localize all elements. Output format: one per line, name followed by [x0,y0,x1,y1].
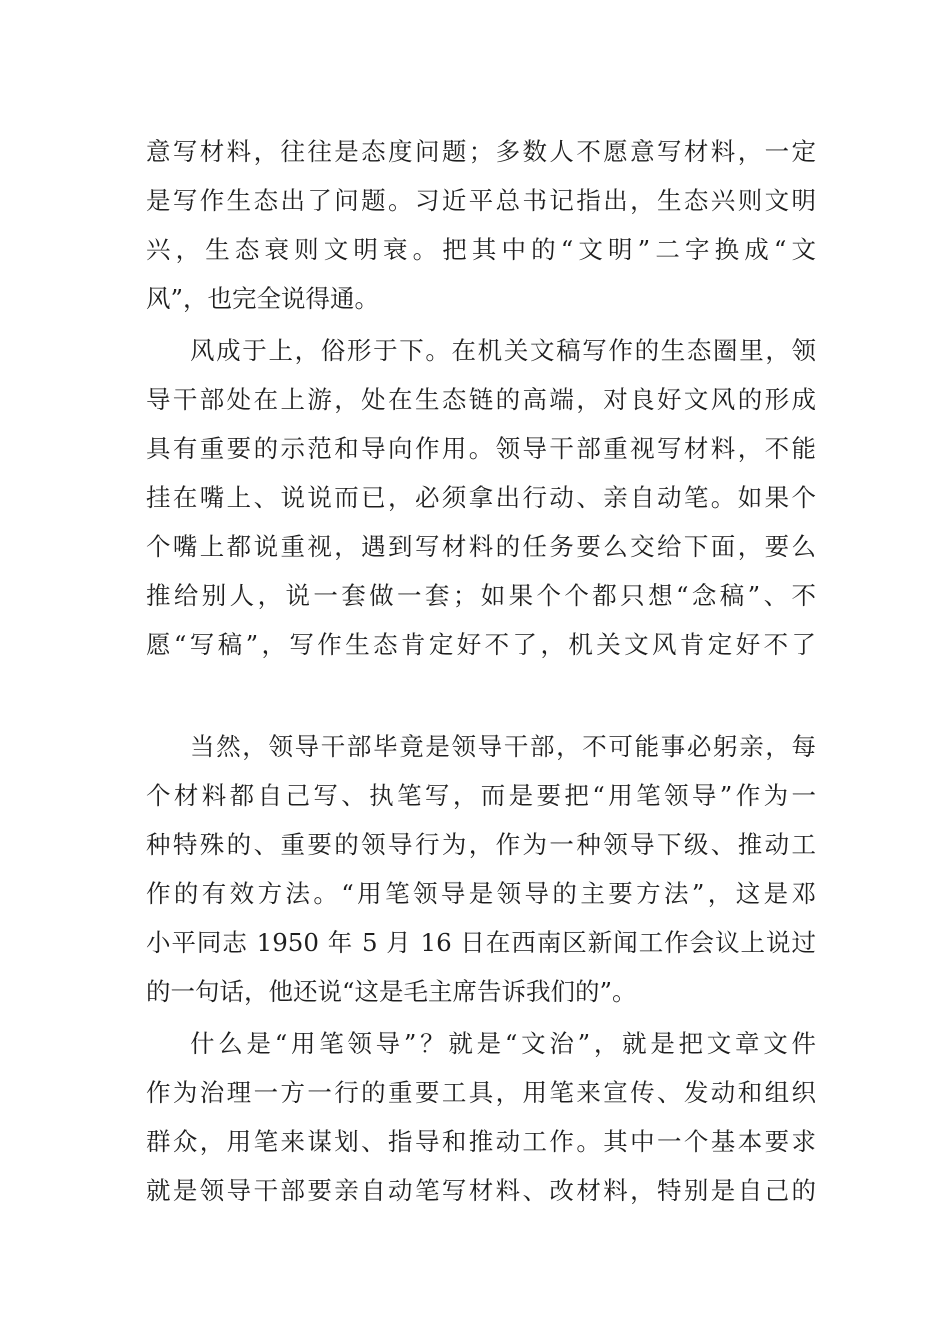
paragraph-1-line-1: 意写材料，往往是态度问题；多数人不愿意写材料，一定 [146,137,816,166]
paragraph-1-line-3: 兴，生态衰则文明衰。把其中的“文明”二字换成“文 [146,235,816,264]
paragraph-1-line-4: 风”，也完全说得通。 [146,284,380,313]
paragraph-3-line-5: 小平同志 1950 年 5 月 16 日在西南区新闻工作会议上说过 [146,928,816,957]
paragraph-3-line-4: 作的有效方法。“用笔领导是领导的主要方法”，这是邓 [146,879,816,908]
paragraph-2-line-3: 具有重要的示范和导向作用。领导干部重视写材料，不能 [146,434,816,463]
paragraph-3-line-2: 个材料都自己写、执笔写，而是要把“用笔领导”作为一 [146,781,816,810]
paragraph-2-line-7: 愿“写稿”，写作生态肯定好不了，机关文风肯定好不了 [146,630,816,659]
paragraph-3-line-6: 的一句话，他还说“这是毛主席告诉我们的”。 [146,977,637,1006]
paragraph-4-line-2: 作为治理一方一行的重要工具，用笔来宣传、发动和组织 [146,1078,816,1107]
paragraph-4-line-3: 群众，用笔来谋划、指导和推动工作。其中一个基本要求 [146,1127,816,1156]
paragraph-2-line-4: 挂在嘴上、说说而已，必须拿出行动、亲自动笔。如果个 [146,483,816,512]
paragraph-2-line-6: 推给别人，说一套做一套；如果个个都只想“念稿”、不 [146,581,816,610]
paragraph-3-line-3: 种特殊的、重要的领导行为，作为一种领导下级、推动工 [146,830,816,859]
paragraph-2-line-2: 导干部处在上游，处在生态链的高端，对良好文风的形成 [146,385,816,414]
paragraph-4-line-1: 什么是“用笔领导”？就是“文治”，就是把文章文件 [190,1029,816,1058]
paragraph-2-line-5: 个嘴上都说重视，遇到写材料的任务要么交给下面，要么 [146,532,816,561]
paragraph-2-line-1: 风成于上，俗形于下。在机关文稿写作的生态圈里，领 [190,336,816,365]
paragraph-4-line-4: 就是领导干部要亲自动笔写材料、改材料，特别是自己的 [146,1176,816,1205]
paragraph-1-line-2: 是写作生态出了问题。习近平总书记指出，生态兴则文明 [146,186,816,215]
paragraph-3-line-1: 当然，领导干部毕竟是领导干部，不可能事必躬亲，每 [190,732,816,761]
